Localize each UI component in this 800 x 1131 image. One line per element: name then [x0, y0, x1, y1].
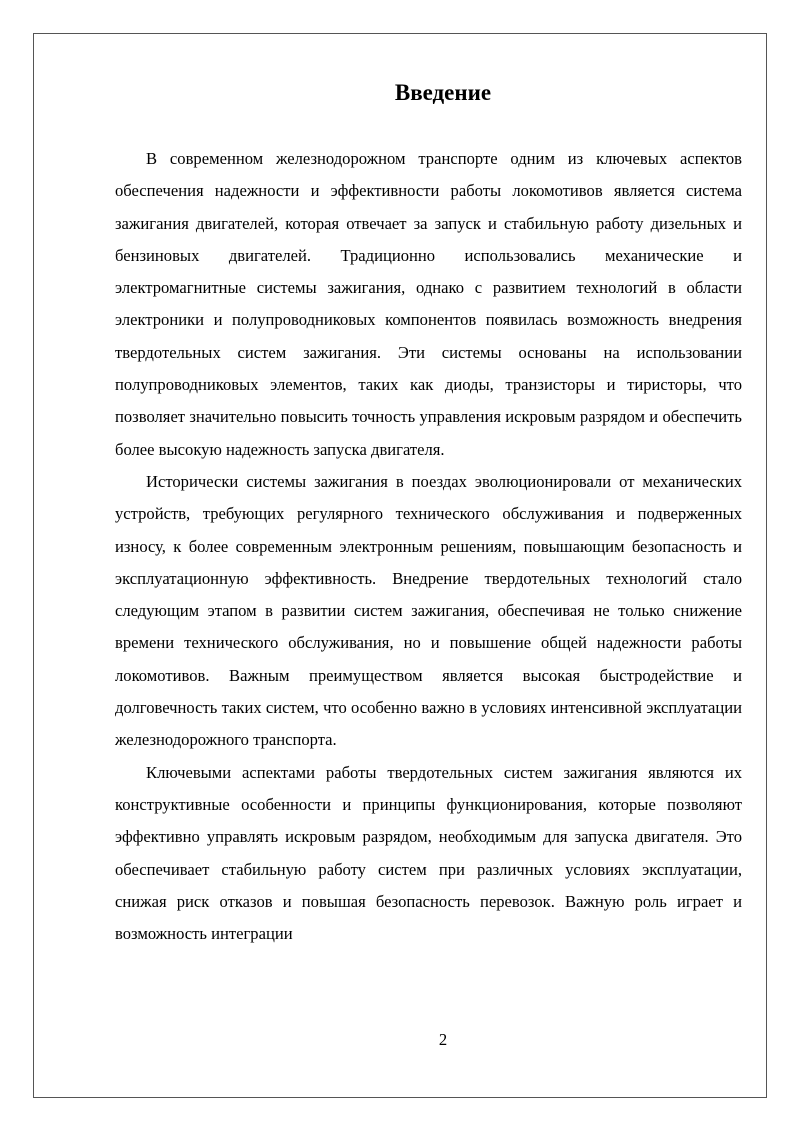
paragraph-3: Ключевыми аспектами работы твердотельных систем зажигания являются их конструктивные особенности и принципы функционирования, которые позволяют эффективно управлять искровым разрядом, необходимым для запуска двигателя. Это обеспечивает стабильную работу систем при различных условиях эксплуатации, снижая риск отказов и повышая безопасность перевозок. Важную роль играет и возможность интеграции: [115, 762, 742, 944]
document-body: [115, 143, 742, 950]
paragraph-1: В современном железнодорожном транспорте одним из ключевых аспектов обеспечения надежности и эффективности работы локомотивов является система зажигания двигателей, которая отвечает за запуск и стабильную работу дизельных и бензиновых двигателей. Традиционно использовались механические и электромагнитные системы зажигания, однако с развитием технологий в области электроники и полупроводниковых компонентов появилась возможность внедрения твердотельных систем зажигания. Эти системы основаны на использовании полупроводниковых элементов, таких как диоды, транзисторы и тиристоры, что позволяет значительно повысить точность управления искровым разрядом и обеспечить более высокую надежность запуска двигателя.: [115, 149, 742, 459]
page-number: 2: [438, 1030, 448, 1049]
paragraph-2: Исторически системы зажигания в поездах эволюционировали от механических устройств, требующих регулярного технического обслуживания и подверженных износу, к более современным электронным решениям, повышающим безопасность и эксплуатационную эффективность. Внедрение твердотельных технологий стало следующим этапом в развитии систем зажигания, обеспечивая не только снижение времени технического обслуживания, но и повышение общей надежности работы локомотивов. Важным преимуществом является высокая быстродействие и долговечность таких систем, что особенно важно в условиях интенсивной эксплуатации железнодорожного транспорта.: [115, 471, 742, 750]
page-title: Введение: [394, 80, 492, 105]
